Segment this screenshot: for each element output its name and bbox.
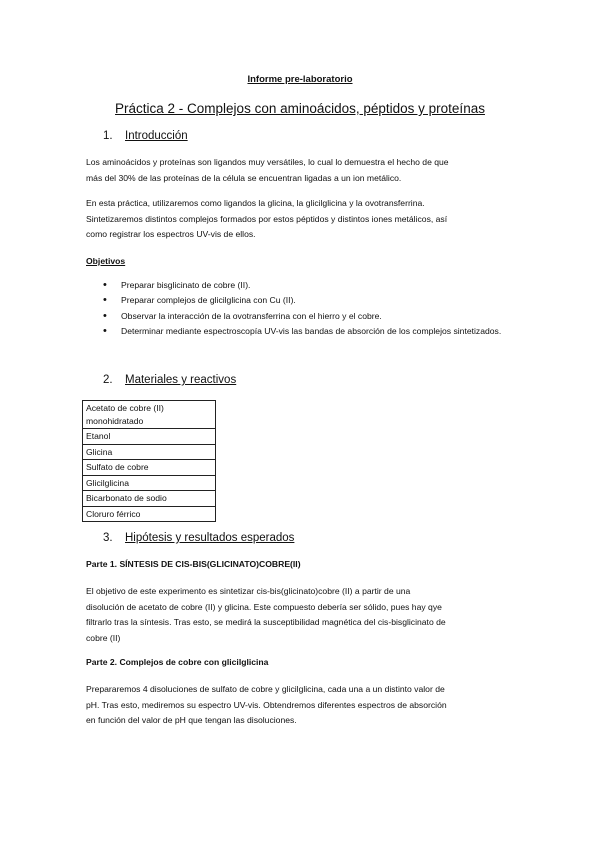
- section-number: 1.: [103, 130, 113, 142]
- section-label: Materiales y reactivos: [125, 374, 237, 386]
- section-heading-materiales: [103, 374, 236, 386]
- section-heading-introduccion: [103, 130, 188, 142]
- intro-paragraph-2: [86, 196, 516, 243]
- text-line: más del 30% de las proteínas de la célula se encuentran ligadas a un ion metálico.: [86, 172, 402, 183]
- text-line: Prepararemos 4 disoluciones de sulfato de cobre y glicilglicina, cada una a un distinto valor de: [86, 684, 445, 694]
- intro-paragraph-1: [86, 155, 516, 186]
- text-line: filtrarlo tras la síntesis. Tras esto, se medirá la susceptibilidad magnética del cis-bisglicinato de: [86, 617, 446, 627]
- table-row: [83, 460, 216, 476]
- section-label: Introducción: [125, 130, 188, 142]
- table-row: [83, 444, 216, 460]
- text-line: El objetivo de este experimento es sintetizar cis-bis(glicinato)cobre (II) a partir de una: [86, 586, 411, 596]
- table-row: [83, 401, 216, 429]
- text-line: en función del valor de pH que tengan las disoluciones.: [86, 715, 297, 725]
- text-line: cobre (II): [86, 632, 121, 643]
- table-row: [83, 491, 216, 507]
- report-header: Informe pre-laboratorio: [247, 74, 353, 85]
- table-cell: Sulfato de cobre: [83, 460, 216, 476]
- table-row: [83, 506, 216, 522]
- objectives-list: [103, 278, 523, 340]
- objectives-heading: Objetivos: [86, 256, 126, 266]
- text-line: pH. Tras esto, mediremos su espectro UV-vis. Obtendremos diferentes espectros de absorción: [86, 699, 447, 710]
- text-line: como registrar los espectros UV-vis de ellos.: [86, 229, 256, 239]
- part1-heading: Parte 1. SÍNTESIS DE CIS-BIS(GLICINATO)COBRE(II): [86, 559, 301, 569]
- part2-paragraph: [86, 682, 516, 729]
- section-heading-hipotesis: [103, 532, 294, 544]
- list-item: • Observar la interacción de la ovotransferrina con el hierro y el cobre.: [103, 309, 523, 324]
- text-line: disolución de acetato de cobre (II) y glicina. Este compuesto debería ser sólido, pues hay qye: [86, 601, 442, 612]
- section-label: Hipótesis y resultados esperados: [125, 532, 295, 544]
- table-cell: Etanol: [83, 429, 216, 445]
- part2-heading: Parte 2. Complejos de cobre con glicilglicina: [86, 657, 269, 667]
- table-cell: Acetato de cobre (II) monohidratado: [83, 401, 216, 429]
- materials-table: [82, 400, 216, 522]
- part1-paragraph: [86, 584, 516, 646]
- table-cell: Glicilglicina: [83, 475, 216, 491]
- table-cell: Cloruro férrico: [83, 506, 216, 522]
- section-number: 3.: [103, 532, 113, 544]
- table-row: [83, 429, 216, 445]
- list-item: • Preparar bisglicinato de cobre (II).: [103, 278, 523, 293]
- table-cell: Glicina: [83, 444, 216, 460]
- list-item: • Determinar mediante espectroscopía UV-vis las bandas de absorción de los complejos sintetizados.: [103, 324, 523, 339]
- list-item: • Preparar complejos de glicilglicina con Cu (II).: [103, 293, 523, 308]
- text-line: En esta práctica, utilizaremos como ligandos la glicina, la glicilglicina y la ovotransferrina.: [86, 198, 425, 208]
- text-line: Los aminoácidos y proteínas son ligandos muy versátiles, lo cual lo demuestra el hecho de que: [86, 157, 449, 167]
- text-line: Sintetizaremos distintos complejos formados por estos péptidos y distintos iones metálicos, así: [86, 213, 448, 224]
- page-title: Práctica 2 - Complejos con aminoácidos, péptidos y proteínas: [115, 101, 485, 116]
- section-number: 2.: [103, 374, 113, 386]
- table-cell: Bicarbonato de sodio: [83, 491, 216, 507]
- table-row: [83, 475, 216, 491]
